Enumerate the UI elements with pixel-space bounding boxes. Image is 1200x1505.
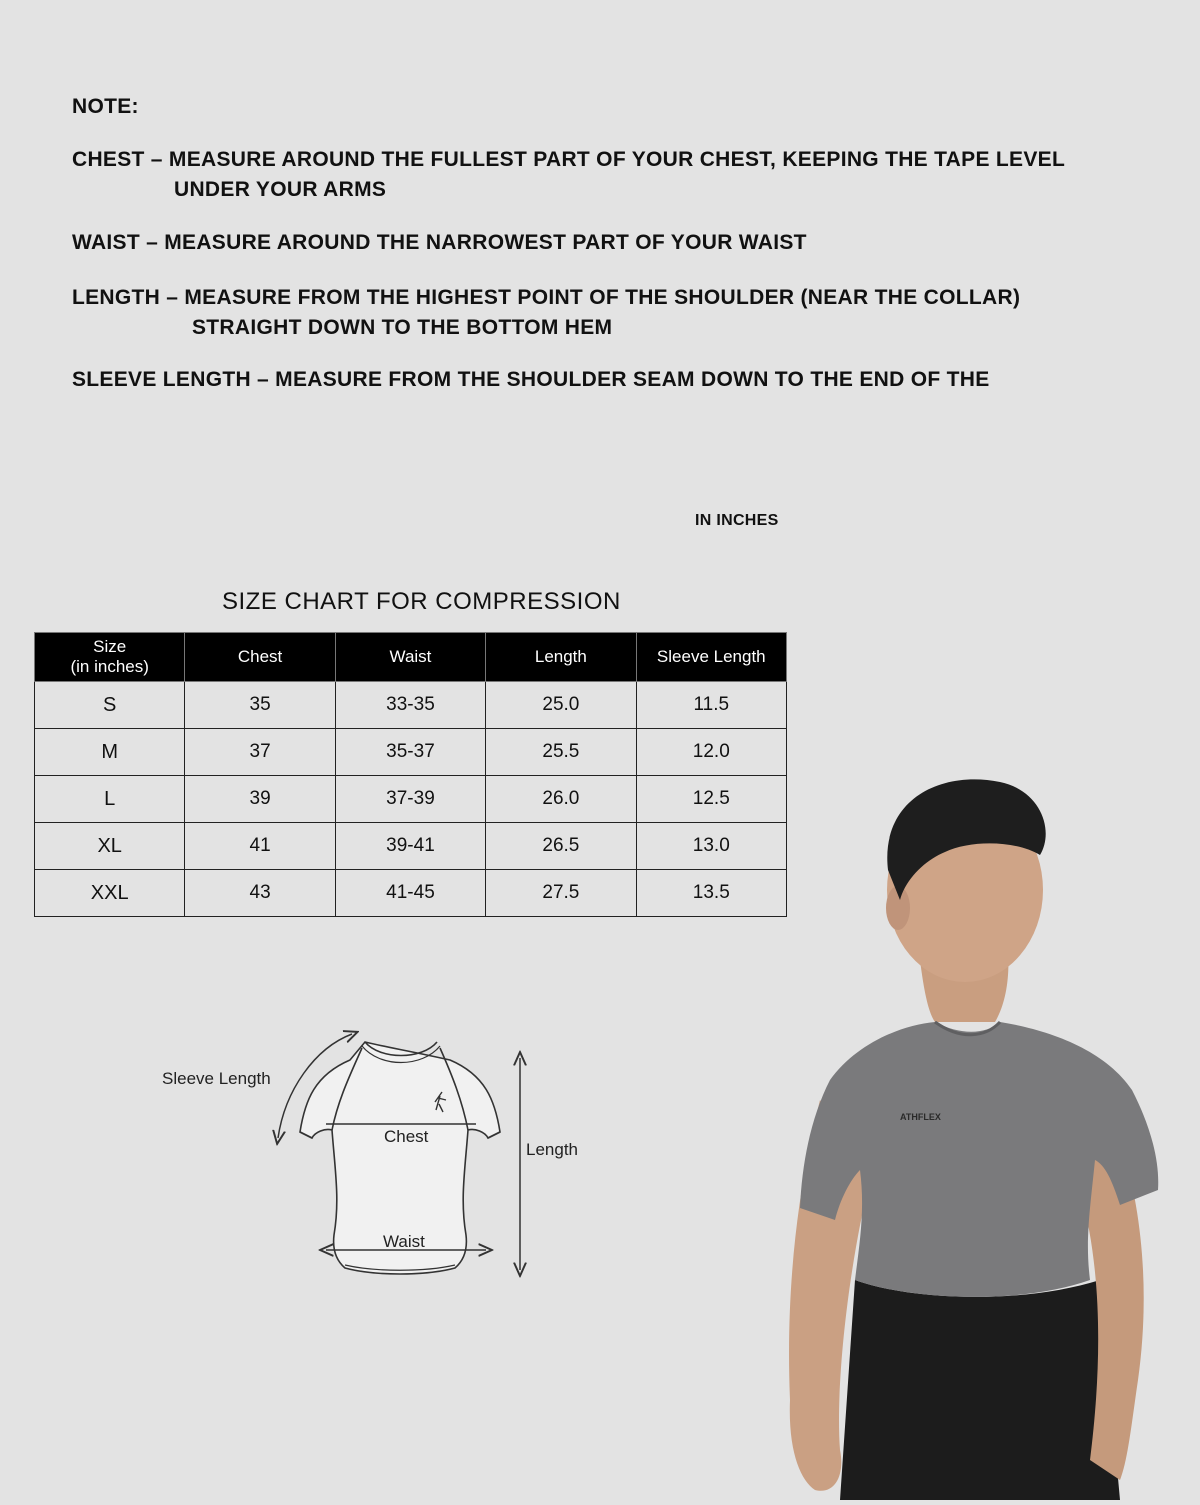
cell-length: 25.5 [486,729,636,776]
table-row [35,870,787,917]
header-sleeve-length: Sleeve Length [636,633,786,682]
table-row [35,729,787,776]
chart-title: SIZE CHART FOR COMPRESSION [222,588,621,615]
cell-sleeve: 13.0 [636,823,786,870]
cell-chest: 41 [185,823,335,870]
note-chest [72,145,1065,205]
units-label: IN INCHES [695,512,779,529]
diagram-chest-label: Chest [384,1127,429,1146]
table-row [35,823,787,870]
cell-size: XXL [35,870,185,917]
note-waist: WAIST – MEASURE AROUND THE NARROWEST PART OF YOUR WAIST [72,231,807,254]
note-sleeve: SLEEVE LENGTH – MEASURE FROM THE SHOULDER SEAM DOWN TO THE END OF THE [72,368,990,391]
size-table [34,632,787,917]
header-size [35,633,185,682]
cell-length: 26.0 [486,776,636,823]
cell-waist: 35-37 [335,729,485,776]
cell-size: M [35,729,185,776]
note-length-line2: STRAIGHT DOWN TO THE BOTTOM HEM [192,316,613,339]
note-chest-line1: CHEST – MEASURE AROUND THE FULLEST PART OF YOUR CHEST, KEEPING THE TAPE LEVEL [72,148,1066,171]
note-chest-line2: UNDER YOUR ARMS [174,178,387,201]
cell-waist: 33-35 [335,682,485,729]
cell-size: L [35,776,185,823]
header-size-line2: (in inches) [70,657,149,676]
cell-chest: 43 [185,870,335,917]
cell-length: 26.5 [486,823,636,870]
cell-sleeve: 11.5 [636,682,786,729]
table-row [35,682,787,729]
cell-chest: 39 [185,776,335,823]
cell-waist: 39-41 [335,823,485,870]
table-row [35,776,787,823]
measurement-diagram [150,1020,600,1290]
diagram-waist-label: Waist [383,1232,425,1251]
diagram-length-label: Length [526,1140,578,1159]
cell-size: XL [35,823,185,870]
header-length: Length [486,633,636,682]
cell-sleeve: 12.0 [636,729,786,776]
cell-chest: 37 [185,729,335,776]
diagram-sleeve-label: Sleeve Length [162,1069,271,1088]
model-photo [760,760,1200,1500]
header-waist: Waist [335,633,485,682]
cell-sleeve: 13.5 [636,870,786,917]
note-length [72,283,1020,343]
note-heading: NOTE: [72,95,139,118]
cell-waist: 37-39 [335,776,485,823]
cell-sleeve: 12.5 [636,776,786,823]
header-size-line1: Size [93,637,127,656]
cell-size: S [35,682,185,729]
shirt-brand-print: ATHFLEX [900,1112,941,1122]
cell-length: 25.0 [486,682,636,729]
cell-length: 27.5 [486,870,636,917]
model-illustration-icon [760,760,1200,1500]
cell-waist: 41-45 [335,870,485,917]
table-header-row [35,633,787,682]
header-chest: Chest [185,633,335,682]
cell-chest: 35 [185,682,335,729]
note-length-line1: LENGTH – MEASURE FROM THE HIGHEST POINT OF THE SHOULDER (NEAR THE COLLAR) [72,286,1021,309]
